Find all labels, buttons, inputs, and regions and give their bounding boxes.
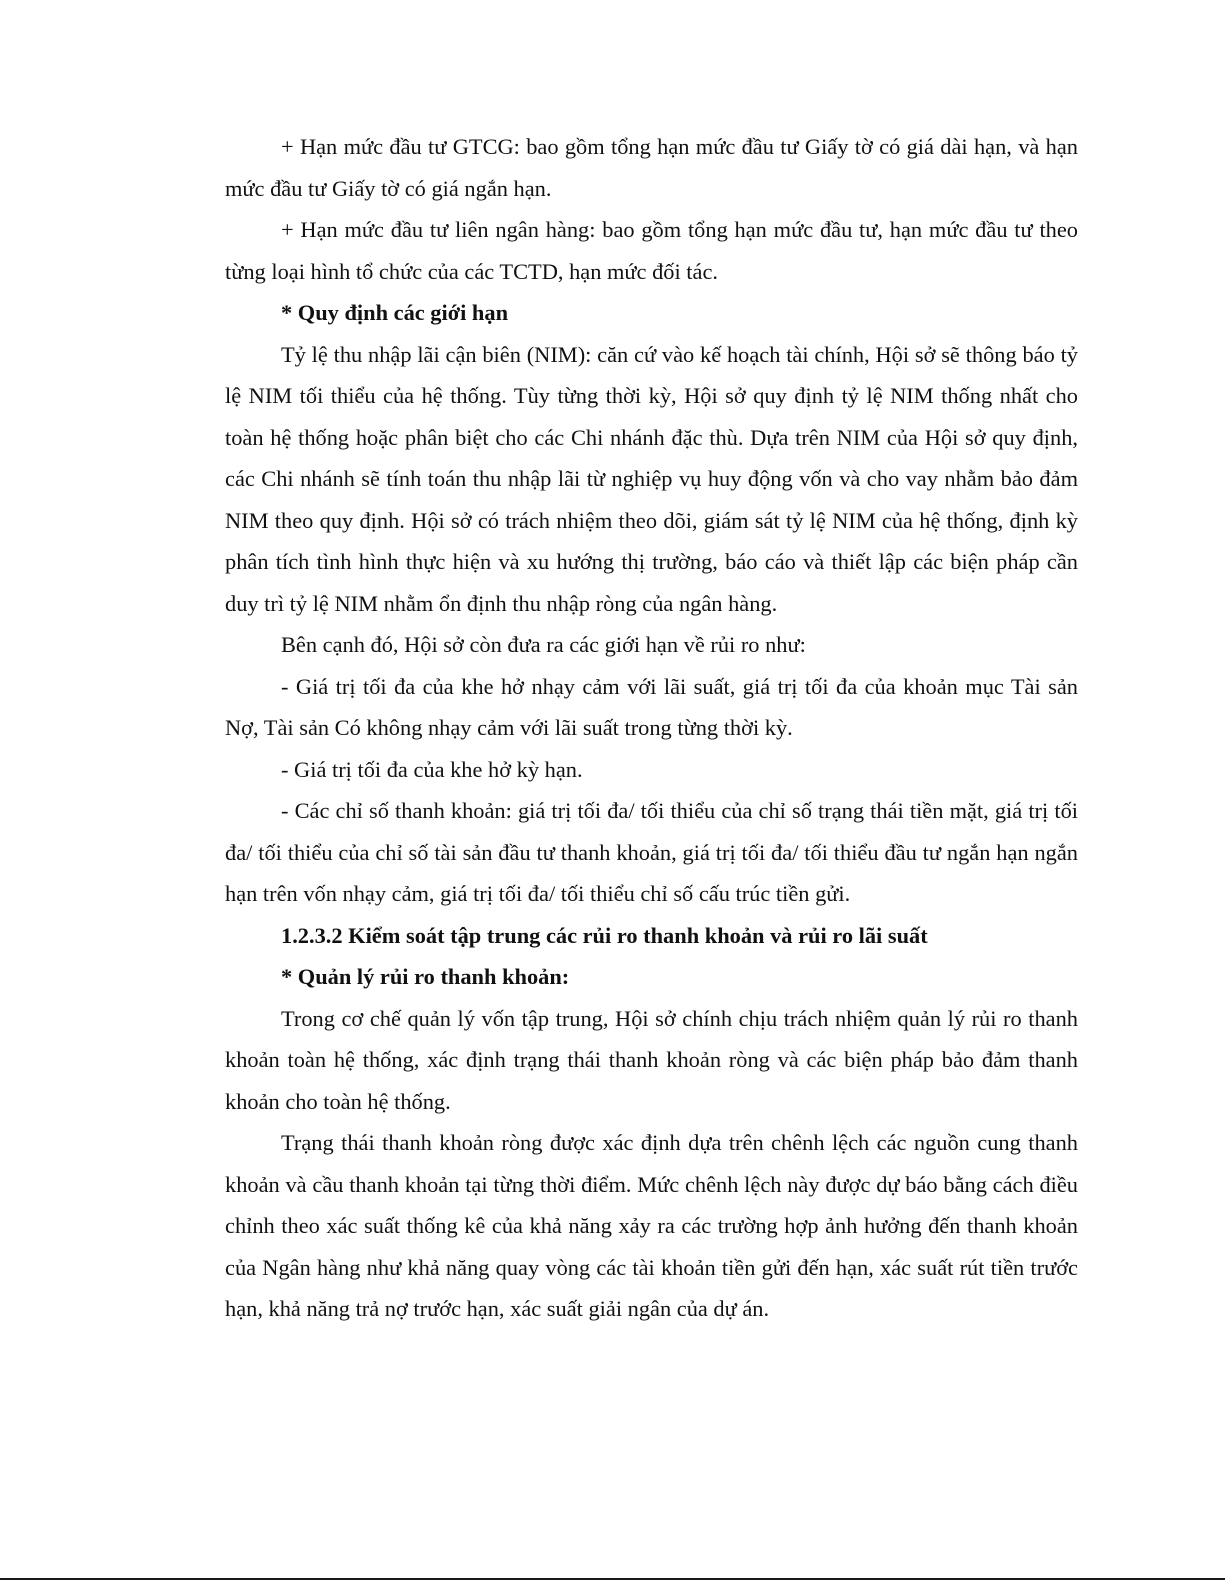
list-item-maturity-gap: - Giá trị tối đa của khe hở kỳ hạn. — [281, 756, 583, 782]
paragraph-interbank-limit: + Hạn mức đầu tư liên ngân hàng: bao gồm tổng hạn mức đầu tư, hạn mức đầu tư theo từng loại hình tổ chức của các TCTD, hạn mức đối tác. — [225, 217, 1078, 284]
page-bottom-rule — [0, 1578, 1225, 1580]
paragraph-nim: Tỷ lệ thu nhập lãi cận biên (NIM): căn cứ vào kế hoạch tài chính, Hội sở sẽ thông báo tỷ lệ NIM tối thiểu của hệ thống. Tùy từng thời kỳ, Hội sở quy định tỷ lệ NIM thống nhất cho toàn hệ thống hoặc phân biệt cho các Chi nhánh đặc thù. Dựa trên NIM của Hội sở quy định, các Chi nhánh sẽ tính toán thu nhập lãi từ nghiệp vụ huy động vốn và cho vay nhằm bảo đảm NIM theo quy định. Hội sở có trách nhiệm theo dõi, giám sát tỷ lệ NIM của hệ thống, định kỳ phân tích tình hình thực hiện và xu hướng thị trường, báo cáo và thiết lập các biện pháp cần duy trì tỷ lệ NIM nhằm ổn định thu nhập ròng của ngân hàng. — [225, 341, 1078, 616]
list-item-sensitivity-gap: - Giá trị tối đa của khe hở nhạy cảm với lãi suất, giá trị tối đa của khoản mục Tài sản Nợ, Tài sản Có không nhạy cảm với lãi suất trong từng thời kỳ. — [225, 673, 1078, 740]
document-body — [225, 126, 1078, 1330]
heading-limit-regulations: * Quy định các giới hạn — [281, 300, 509, 325]
paragraph-gtcg-limit: + Hạn mức đầu tư GTCG: bao gồm tổng hạn mức đầu tư Giấy tờ có giá dài hạn, và hạn mức đầu tư Giấy tờ có giá ngắn hạn. — [225, 134, 1078, 201]
list-item-liquidity-ratios: - Các chỉ số thanh khoản: giá trị tối đa/ tối thiểu của chỉ số trạng thái tiền mặt, giá trị tối đa/ tối thiểu của chỉ số tài sản đầu tư thanh khoản, giá trị tối đa/ tối thiểu đầu tư ngắn hạn ngắn hạn trên vốn nhạy cảm, giá trị tối đa/ tối thiểu chỉ số cấu trúc tiền gửi. — [225, 798, 1078, 906]
paragraph-net-liquidity: Trạng thái thanh khoản ròng được xác định dựa trên chênh lệch các nguồn cung thanh khoản và cầu thanh khoản tại từng thời điểm. Mức chênh lệch này được dự báo bằng cách điều chỉnh theo xác suất thống kê của khả năng xảy ra các trường hợp ảnh hưởng đến thanh khoản của Ngân hàng như khả năng quay vòng các tài khoản tiền gửi đến hạn, xác suất rút tiền trước hạn, khả năng trả nợ trước hạn, xác suất giải ngân của dự án. — [225, 1130, 1078, 1321]
paragraph-risk-limits-intro: Bên cạnh đó, Hội sở còn đưa ra các giới hạn về rủi ro như: — [281, 632, 806, 657]
section-heading-1-2-3-2: 1.2.3.2 Kiểm soát tập trung các rủi ro thanh khoản và rủi ro lãi suất — [281, 922, 928, 948]
subheading-liquidity-risk: * Quản lý rủi ro thanh khoản: — [281, 964, 570, 989]
paragraph-centralized-management: Trong cơ chế quản lý vốn tập trung, Hội sở chính chịu trách nhiệm quản lý rủi ro thanh khoản toàn hệ thống, xác định trạng thái thanh khoản ròng và các biện pháp bảo đảm thanh khoản cho toàn hệ thống. — [225, 1005, 1078, 1114]
